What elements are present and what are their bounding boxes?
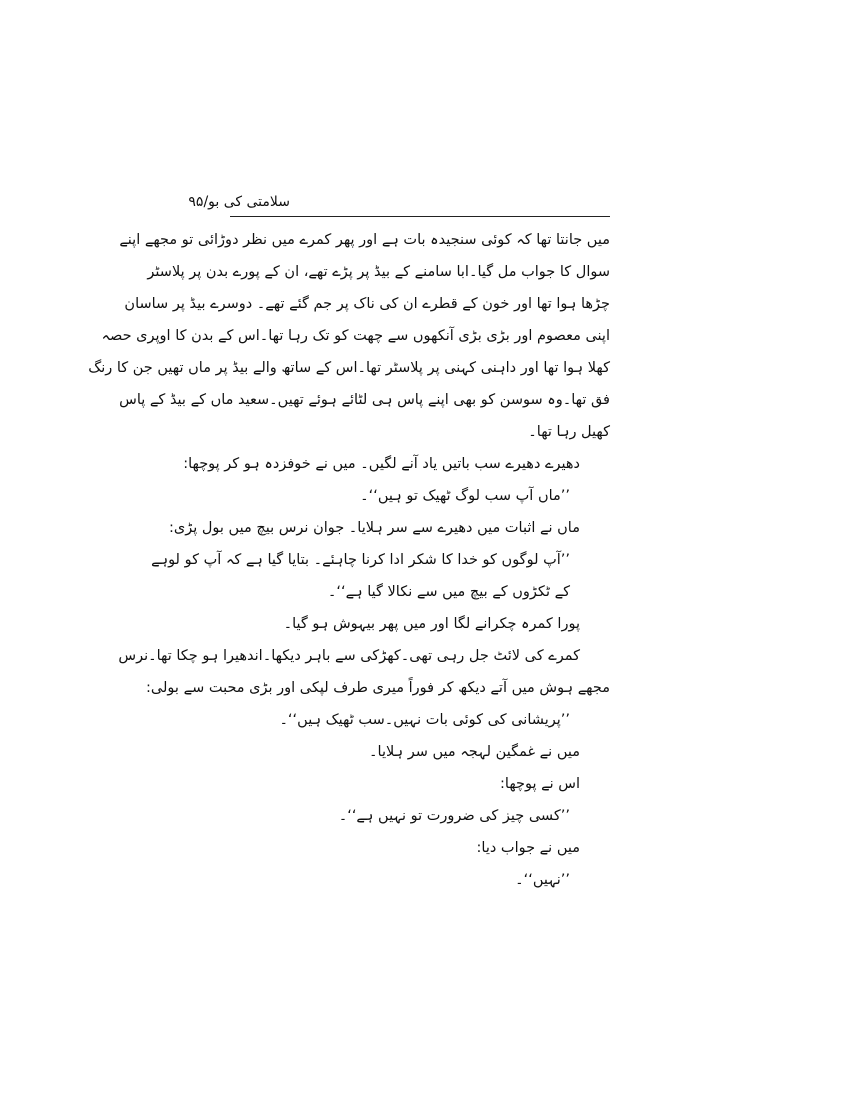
text-line: ماں نے اثبات میں دھیرے سے سر ہلایا۔ جوان نرس بیچ میں بول پڑی: [169, 520, 580, 536]
text-line: فق تھا۔وہ سوسن کو بھی اپنے پاس ہی لٹائے ہوئے تھیں۔سعید ماں کے بیڈ کے پاس [119, 392, 610, 408]
text-line: کھیل رہا تھا۔ [528, 424, 610, 440]
page-header [188, 192, 610, 217]
text-line: میں نے جواب دیا: [476, 840, 580, 856]
text-line: چڑھا ہوا تھا اور خون کے قطرے ان کی ناک پر جم گئے تھے۔ دوسرے بیڈ پر ساسان [124, 296, 610, 312]
text-line: ’’نہیں‘‘۔ [515, 872, 570, 888]
text-line: پورا کمرہ چکرانے لگا اور میں پھر بیہوش ہو گیا۔ [283, 616, 580, 632]
text-line: کے ٹکڑوں کے بیچ میں سے نکالا گیا ہے‘‘۔ [327, 584, 570, 600]
text-line: میں نے غمگین لہجہ میں سر ہلایا۔ [369, 744, 580, 760]
text-line: کھلا ہوا تھا اور داہنی کہنی پر پلاسٹر تھا۔اس کے ساتھ والے بیڈ پر ماں تھیں جن کا رنگ [88, 360, 610, 376]
page-body [88, 224, 610, 896]
text-line: ’’پریشانی کی کوئی بات نہیں۔سب ٹھیک ہیں‘‘۔ [279, 712, 570, 728]
text-line: مجھے ہوش میں آتے دیکھ کر فوراً میری طرف لپکی اور بڑی محبت سے بولی: [146, 680, 610, 696]
text-line: ’’کسی چیز کی ضرورت تو نہیں ہے‘‘۔ [338, 808, 570, 824]
text-line: ’’ماں آپ سب لوگ ٹھیک تو ہیں‘‘۔ [360, 488, 570, 504]
text-line: دھیرے دھیرے سب باتیں یاد آنے لگیں۔ میں نے خوفزدہ ہو کر پوچھا: [183, 456, 580, 472]
text-line: ’’آپ لوگوں کو خدا کا شکر ادا کرنا چاہئے۔ بتایا گیا ہے کہ آپ کو لوہے [151, 552, 570, 568]
text-line: اپنی معصوم اور بڑی بڑی آنکھوں سے چھت کو تک رہا تھا۔اس کے بدن کا اوپری حصہ [101, 328, 610, 344]
text-line: میں جانتا تھا کہ کوئی سنجیدہ بات ہے اور پھر کمرے میں نظر دوڑائی تو مجھے اپنے [119, 232, 610, 248]
text-line: اس نے پوچھا: [500, 776, 580, 792]
running-title: سلامتی کی بو/۹۵ [188, 194, 290, 210]
text-line: کمرے کی لائٹ جل رہی تھی۔کھڑکی سے باہر دیکھا۔اندھیرا ہو چکا تھا۔نرس [118, 648, 580, 664]
text-line: سوال کا جواب مل گیا۔ابا سامنے کے بیڈ پر پڑے تھے، ان کے پورے بدن پر پلاسٹر [147, 264, 610, 280]
